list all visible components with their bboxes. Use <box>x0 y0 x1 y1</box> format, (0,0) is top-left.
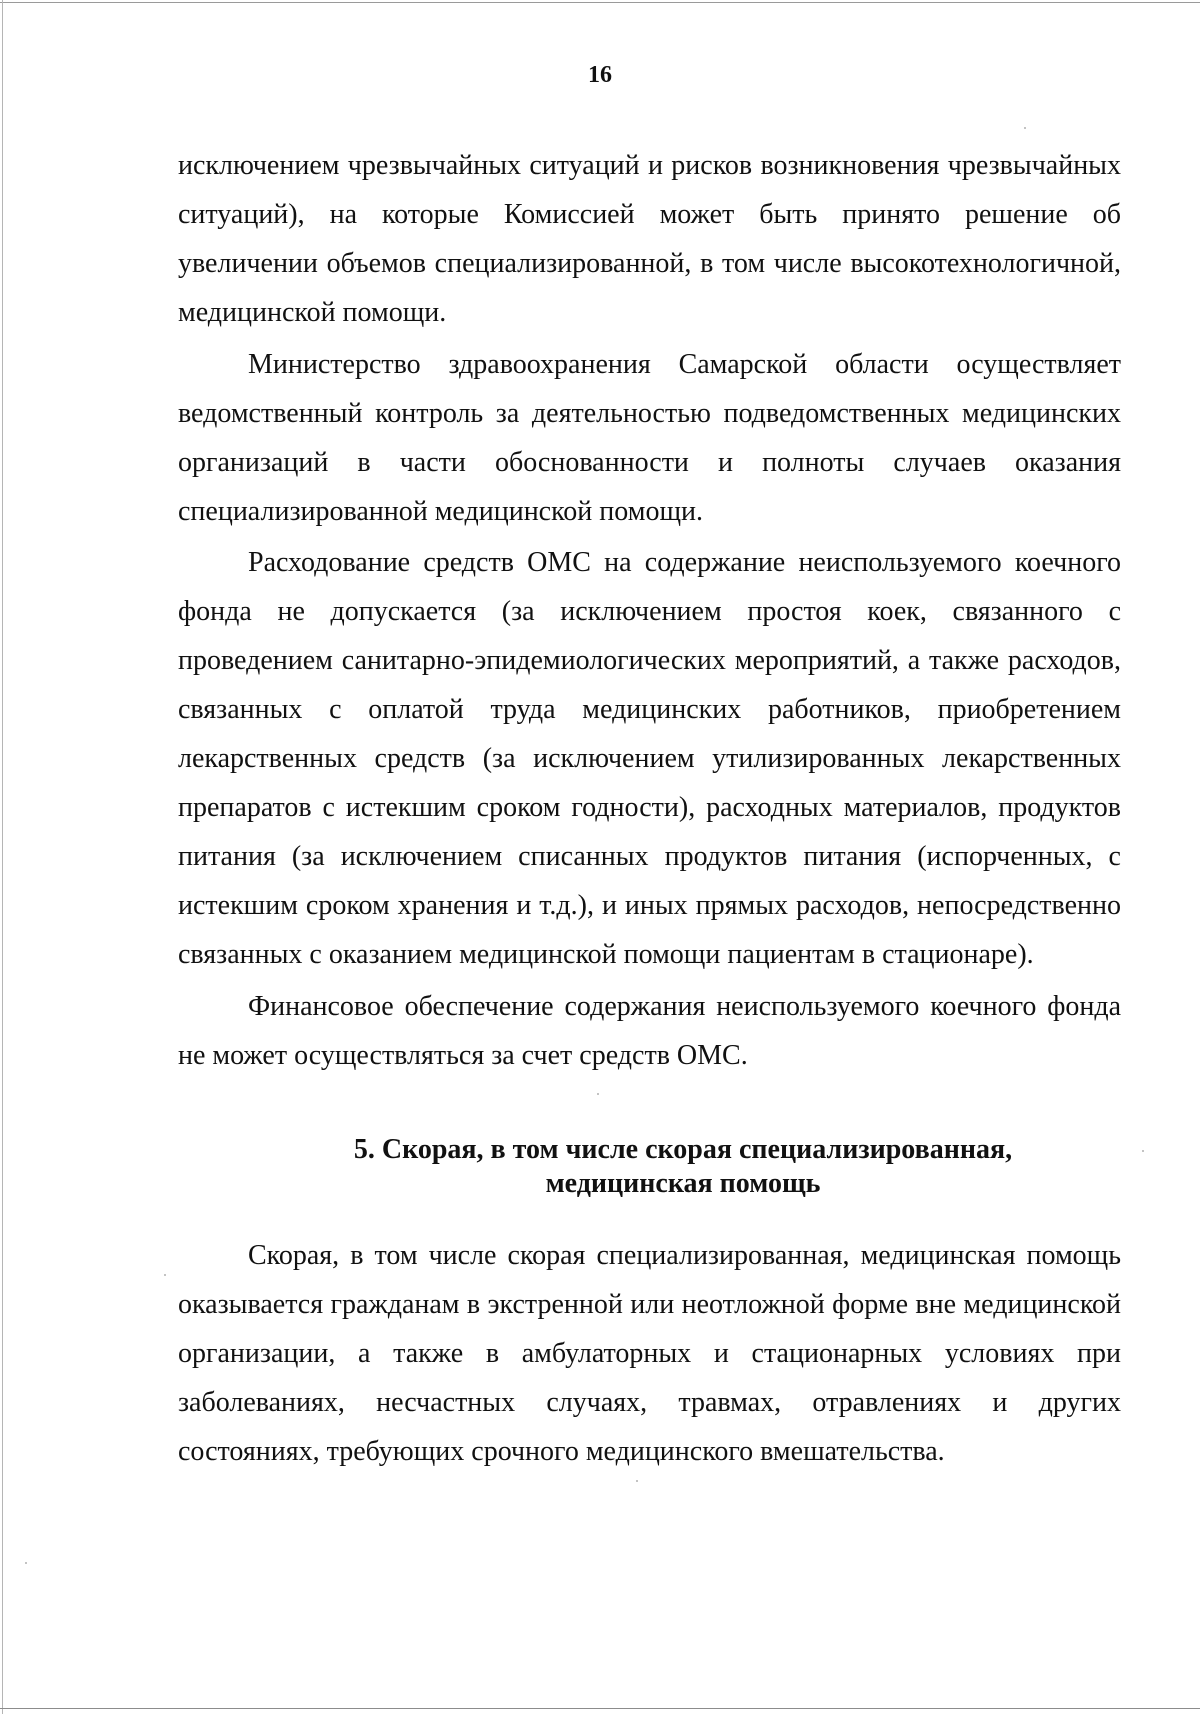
page-number: 16 <box>588 62 612 88</box>
paragraph-financial-support <box>178 982 1121 1080</box>
paragraph-1: исключением чрезвычайных ситуаций и рисков возникновения чрезвычайных ситуаций), на которые Комиссией может быть принято решение об увеличении объемов специализированной, в том числе высокотехнологичной, медицинской помощи. <box>178 150 1121 328</box>
section-heading-line-2: медицинская помощь <box>545 1168 821 1199</box>
scan-speck <box>636 1480 638 1482</box>
paragraph-ministry-control <box>178 340 1121 536</box>
paragraph-4: Финансовое обеспечение содержания неиспользуемого коечного фонда не может осуществляться за счет средств ОМС. <box>178 991 1121 1071</box>
scan-speck <box>1024 127 1026 129</box>
scan-speck <box>1142 1150 1144 1152</box>
scan-edge-left <box>2 0 3 1714</box>
paragraph-oms-spending <box>178 538 1121 979</box>
scan-speck <box>597 1093 599 1095</box>
paragraph-3: Расходование средств ОМС на содержание неиспользуемого коечного фонда не допускается (за исключением простоя коек, связанного с проведением санитарно-эпидемиологических мероприятий, а также расходов, связанных с оплатой труда медицинских работников, приобретением лекарственных средств (за исключением утилизированных лекарственных препаратов с истекшим сроком годности), расходных материалов, продуктов питания (за исключением списанных продуктов питания (испорченных, с истекшим сроком хранения и т.д.), и иных прямых расходов, непосредственно связанных с оказанием медицинской помощи пациентам в стационаре). <box>178 547 1121 970</box>
paragraph-2: Министерство здравоохранения Самарской области осуществляет ведомственный контроль за деятельностью подведомственных медицинских организаций в части обоснованности и полноты случаев оказания специализированной медицинской помощи. <box>178 349 1121 527</box>
paragraph-emergency-care <box>178 1231 1121 1476</box>
scan-edge-bottom <box>0 1708 1200 1709</box>
section-heading <box>178 1133 1188 1201</box>
scan-speck <box>164 1274 166 1276</box>
scan-edge-top <box>0 2 1200 3</box>
scan-speck <box>25 1562 27 1564</box>
section-heading-line-1: 5. Скорая, в том числе скорая специализированная, <box>353 1134 1013 1165</box>
paragraph-continuation <box>178 141 1121 337</box>
paragraph-5: Скорая, в том числе скорая специализированная, медицинская помощь оказывается гражданам в экстренной или неотложной форме вне медицинской организации, а также в амбулаторных и стационарных условиях при заболеваниях, несчастных случаях, травмах, отравлениях и других состояниях, требующих срочного медицинского вмешательства. <box>178 1240 1121 1467</box>
